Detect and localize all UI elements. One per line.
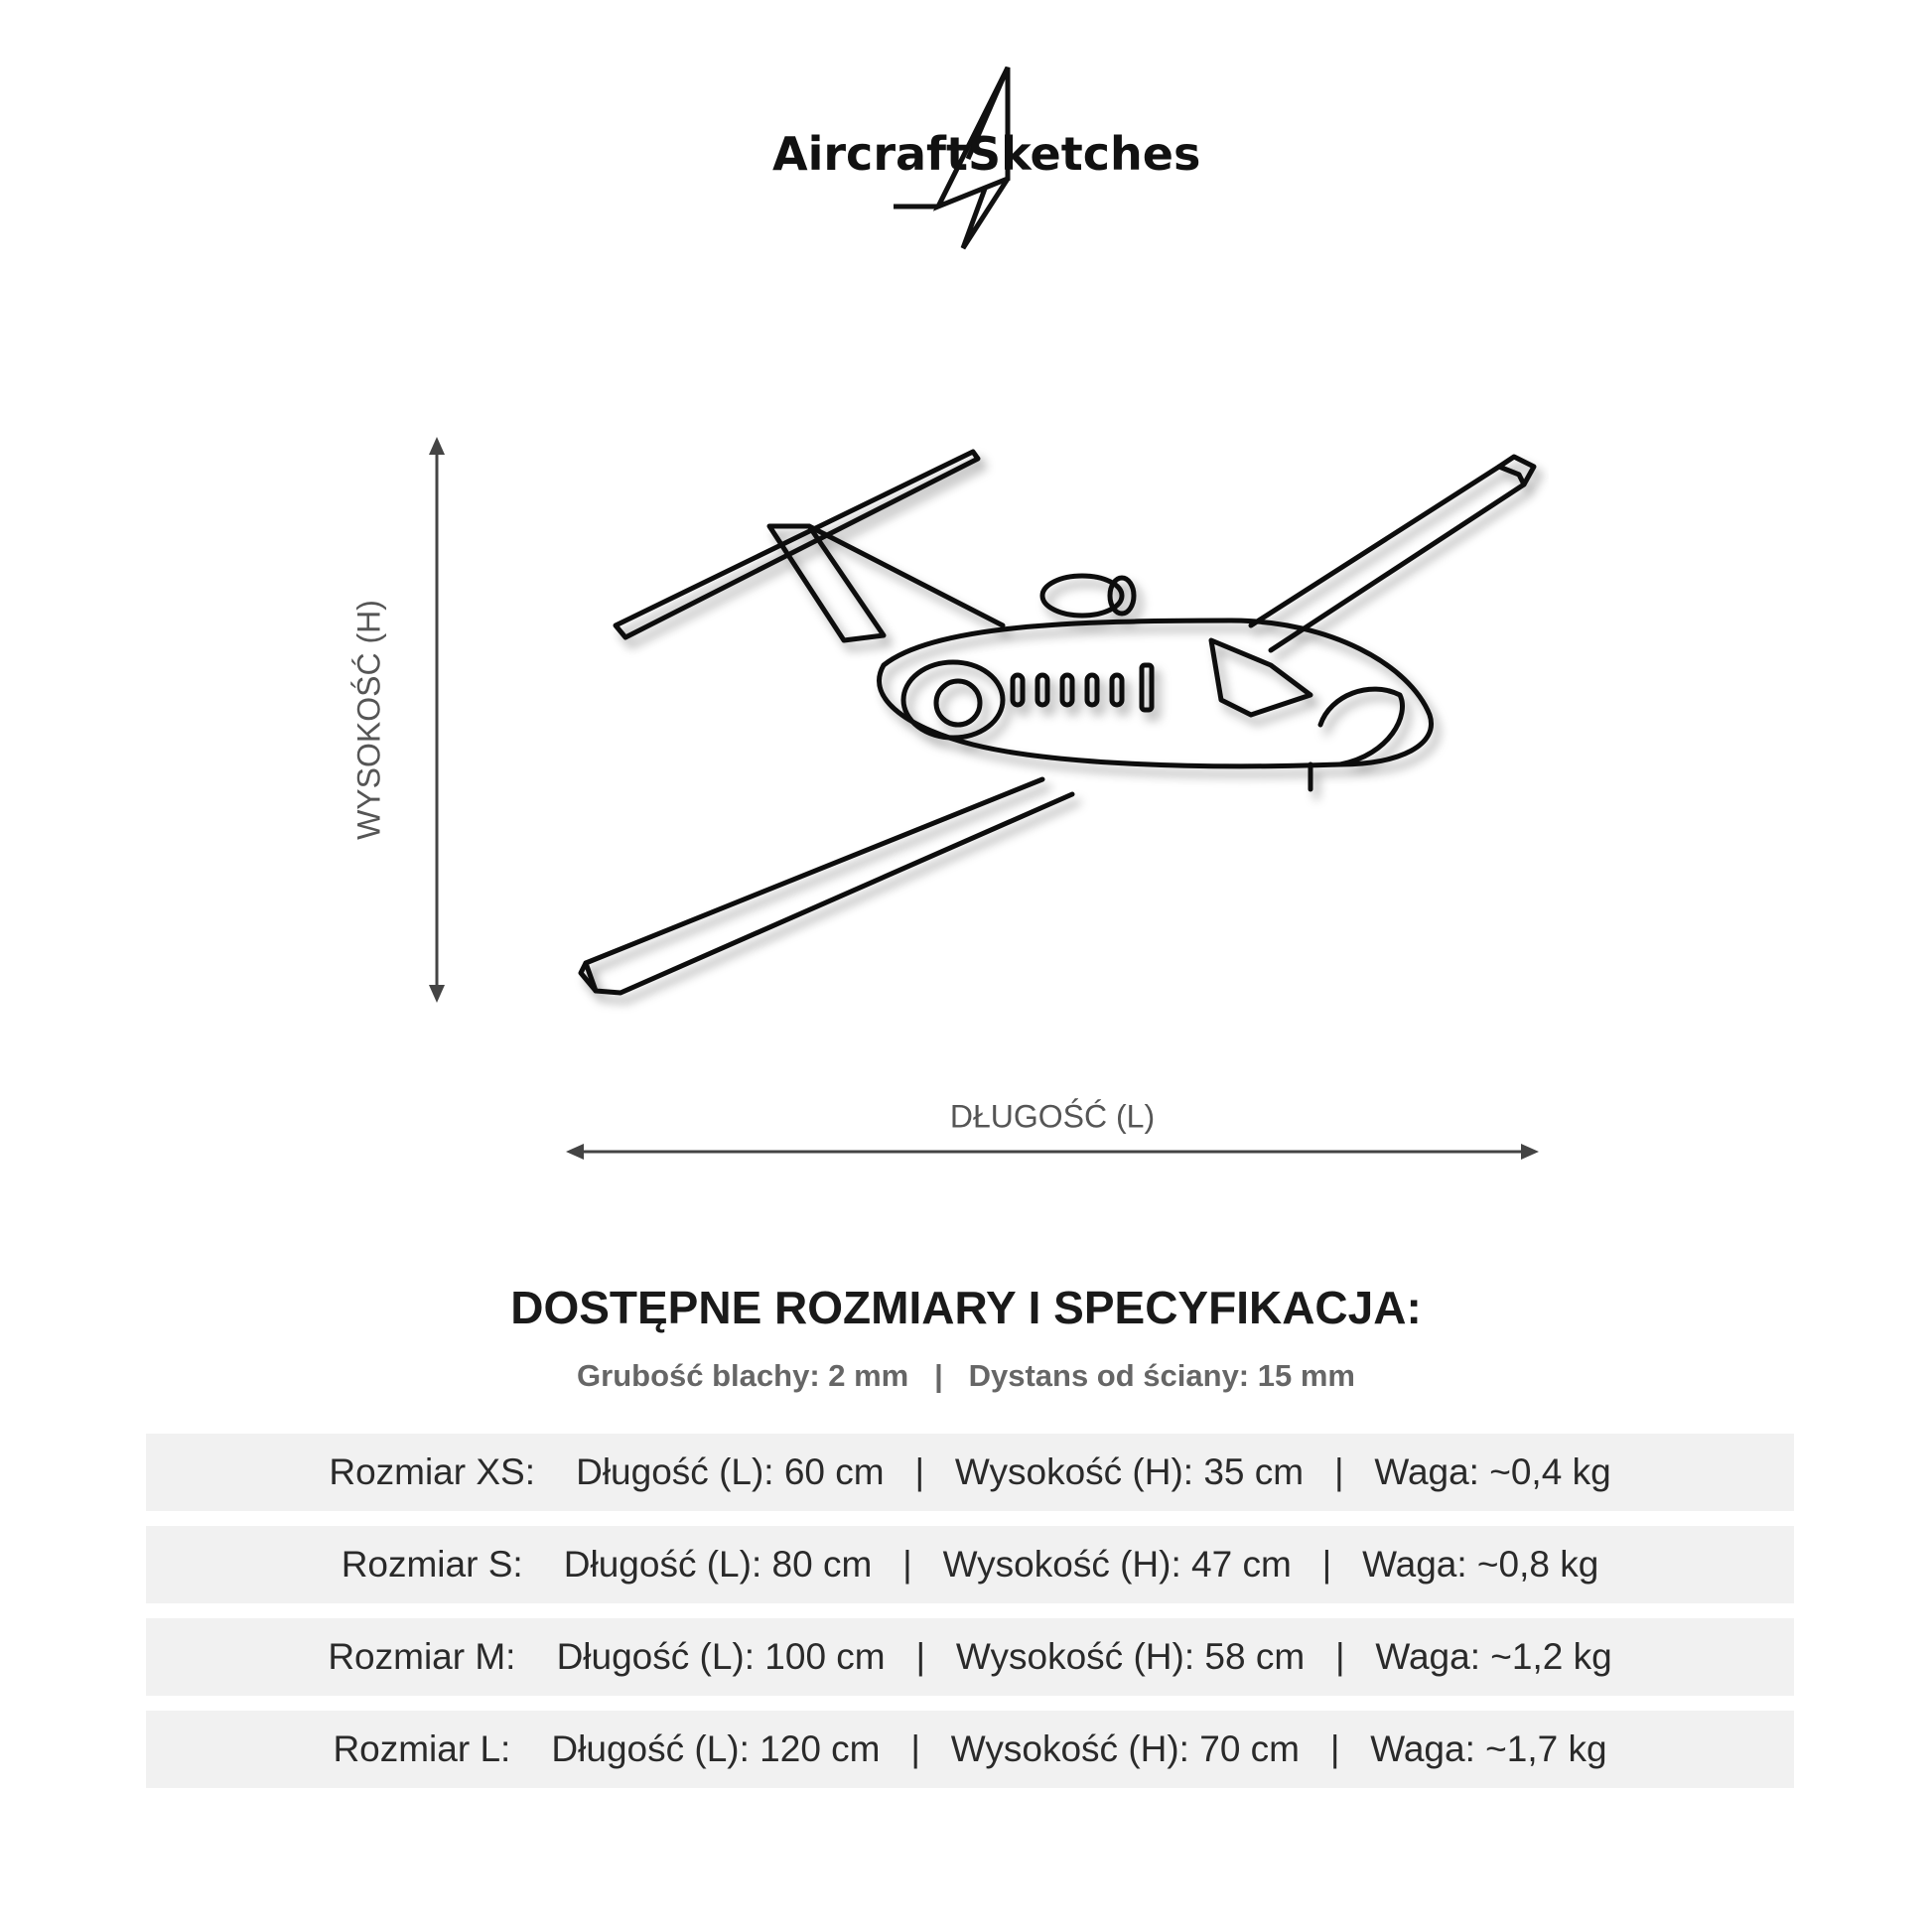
length-label: DŁUGOŚĆ (L): [949, 1098, 1156, 1135]
specs-subtitle: Grubość blachy: 2 mm | Dystans od ściany: 15 mm: [577, 1358, 1355, 1393]
length-arrow: [566, 1132, 1539, 1172]
brand-logo: [755, 60, 1201, 258]
specs-title: DOSTĘPNE ROZMIARY I SPECYFIKACJA:: [510, 1282, 1422, 1333]
size-row-s: Rozmiar S: Długość (L): 80 cm | Wysokość (H): 47 cm | Waga: ~0,8 kg: [146, 1526, 1794, 1603]
size-row-m: Rozmiar M: Długość (L): 100 cm | Wysokość (H): 58 cm | Waga: ~1,2 kg: [146, 1618, 1794, 1696]
size-row-l: Rozmiar L: Długość (L): 120 cm | Wysokość (H): 70 cm | Waga: ~1,7 kg: [146, 1711, 1794, 1788]
height-label: WYSOKOŚĆ (H): [350, 600, 387, 840]
size-row-xs: Rozmiar XS: Długość (L): 60 cm | Wysokość (H): 35 cm | Waga: ~0,4 kg: [146, 1434, 1794, 1511]
height-arrow: [417, 437, 457, 1003]
jet-silhouette: [556, 427, 1549, 1023]
logo-text: AircraftSketches: [772, 127, 1201, 181]
size-table: [146, 1434, 1794, 1803]
